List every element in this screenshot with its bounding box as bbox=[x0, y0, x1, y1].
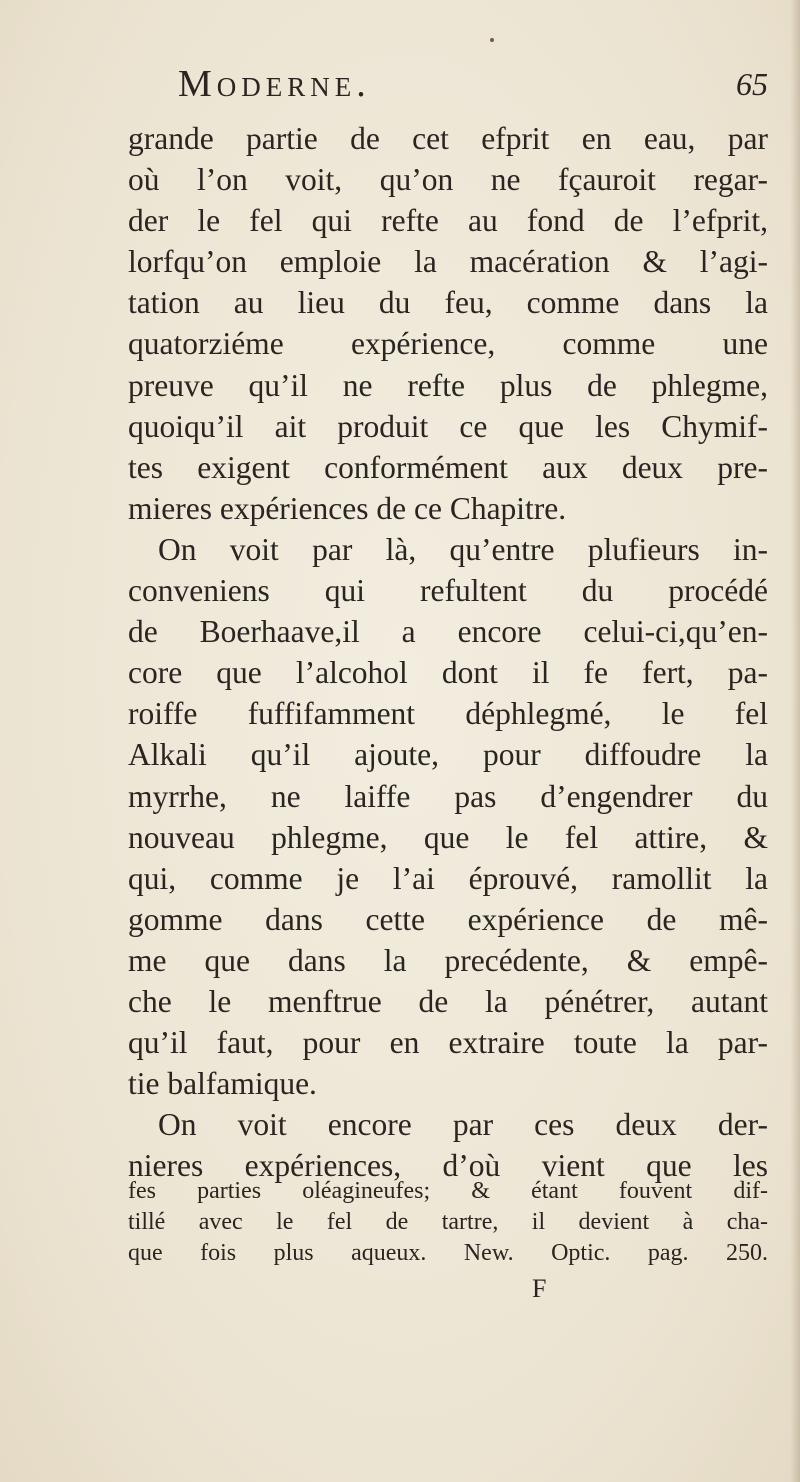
text-line: On voit par là, qu’entre plufieurs in- bbox=[158, 531, 768, 567]
text-line: nieres expériences, d’où vient que les bbox=[128, 1148, 768, 1184]
page-edge-shadow bbox=[790, 0, 800, 1482]
text-line: quatorziéme expérience, comme une bbox=[128, 326, 768, 362]
text-line: mieres expériences de ce Chapitre. bbox=[128, 490, 567, 526]
ink-speck bbox=[490, 38, 494, 42]
footnote-line: tillé avec le fel de tartre, il devient à cha- bbox=[128, 1209, 768, 1235]
text-line: de Boerhaave,il a encore celui-ci,qu’en- bbox=[128, 614, 768, 650]
text-line: der le fel qui refte au fond de l’efprit, bbox=[128, 203, 768, 239]
running-title: Moderne. bbox=[178, 63, 371, 105]
page-header bbox=[0, 62, 800, 112]
text-line: grande partie de cet efprit en eau, par bbox=[128, 121, 768, 156]
text-line: tation au lieu du feu, comme dans la bbox=[128, 285, 768, 321]
text-line: qu’il faut, pour en extraire toute la par- bbox=[128, 1025, 768, 1061]
text-line: roiffe fuffifamment déphlegmé, le fel bbox=[128, 696, 768, 732]
page-number: 65 bbox=[736, 66, 768, 102]
text-line: preuve qu’il ne refte plus de phlegme, bbox=[128, 367, 768, 403]
text-line: tie balfamique. bbox=[128, 1066, 317, 1102]
text-line: nouveau phlegme, que le fel attire, & bbox=[128, 819, 768, 855]
text-line: On voit encore par ces deux der- bbox=[158, 1107, 768, 1143]
text-line: Alkali qu’il ajoute, pour diffoudre la bbox=[128, 737, 768, 773]
footnote-line: que fois plus aqueux. New. Optic. pag. 250. bbox=[128, 1240, 768, 1266]
text-line: qui, comme je l’ai éprouvé, ramollit la bbox=[128, 860, 768, 896]
text-line: où l’on voit, qu’on ne fçauroit regar- bbox=[128, 162, 768, 198]
text-line: me que dans la precédente, & empê- bbox=[128, 942, 768, 978]
text-line: lorfqu’on emploie la macération & l’agi- bbox=[128, 244, 768, 280]
text-line: gomme dans cette expérience de mê- bbox=[128, 901, 768, 937]
footnote-line: fes parties oléagineufes; & étant fouvent dif- bbox=[128, 1178, 768, 1204]
text-line: myrrhe, ne laiffe pas d’engendrer du bbox=[128, 778, 768, 814]
text-line: che le menftrue de la pénétrer, autant bbox=[128, 983, 768, 1019]
text-line: core que l’alcohol dont il fe fert, pa- bbox=[128, 655, 768, 691]
text-line: tes exigent conformément aux deux pre- bbox=[128, 449, 768, 485]
text-line: conveniens qui refultent du procédé bbox=[128, 573, 768, 609]
text-line: quoiqu’il ait produit ce que les Chymif- bbox=[128, 408, 768, 444]
signature-mark: F bbox=[532, 1274, 547, 1303]
main-text bbox=[128, 118, 768, 1186]
footnote bbox=[128, 1176, 768, 1269]
